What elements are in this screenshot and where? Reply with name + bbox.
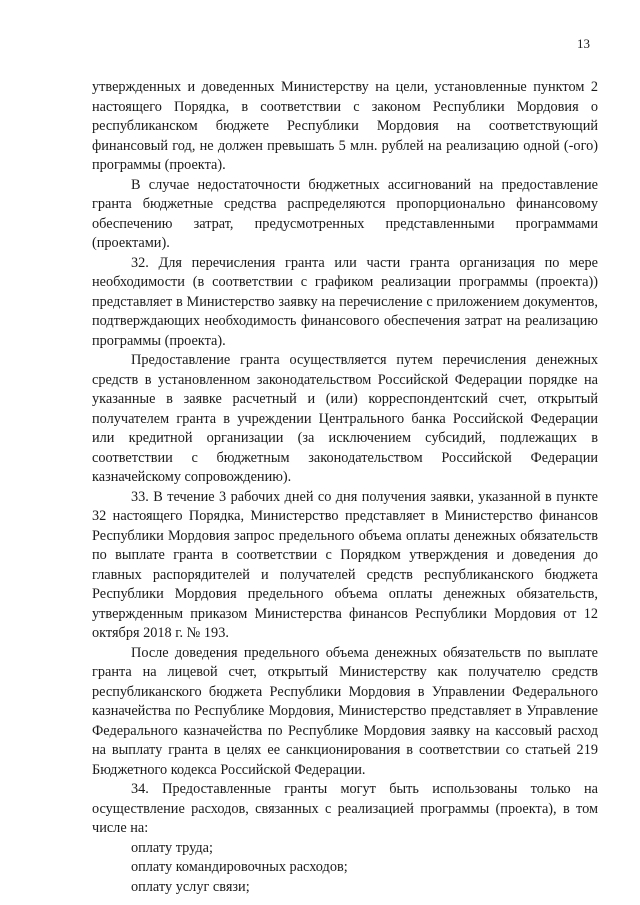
page-number: 13: [577, 36, 590, 51]
paragraph-continuation: утвержденных и доведенных Министерству на цели, установленные пунктом 2 настоящего Порядка, в соответствии с законом Республики Мордовия о республиканском бюджете Республики Мордовия на соответствующий финансовый год, не должен превышать 5 млн. рублей на реализацию одной (-ого) программы (проекта).: [92, 79, 598, 173]
paragraph-clause-34: 34. Предоставленные гранты могут быть использованы только на осуществление расходов, связанных с реализацией программы (проекта), в том числе на:: [92, 781, 598, 836]
paragraph-limit-delivery: После доведения предельного объема денежных обязательств по выплате гранта на лицевой счет, открытый Министерству как получателю средств республиканского бюджета Республики Мордовия в Управлении Федерального казначейства по Республике Мордовия, Министерство представляет в Управление Федерального казначейства по Республике Мордовия заявку на кассовый расход на выплату гранта в целях ее санкционирования в соответствии со статьей 219 Бюджетного кодекса Российской Федерации.: [92, 644, 598, 778]
paragraph-clause-32: 32. Для перечисления гранта или части гранта организация по мере необходимости (в соответствии с графиком реализации программы (проекта)) представляет в Министерство заявку на перечисление с приложением документов, подтверждающих необходимость финансового обеспечения затрат на реализацию программы (проекта).: [92, 254, 598, 349]
paragraph-insufficient-funds: В случае недостаточности бюджетных ассигнований на предоставление гранта бюджетные средства распределяются пропорционально финансовому обеспечению затрат, предусмотренных представленными программами (проектами).: [92, 176, 598, 251]
document-body: [92, 78, 598, 897]
list-item: оплату труда;: [131, 839, 213, 856]
list-item: оплату услуг связи;: [131, 878, 250, 895]
paragraph-clause-33: 33. В течение 3 рабочих дней со дня получения заявки, указанной в пункте 32 настоящего Порядка, Министерство представляет в Министерство финансов Республики Мордовия запрос предельного объема оплаты денежных обязательств по выплате гранта в соответствии с Порядком утверждения и доведения до главных распорядителей и получателей средств республиканского бюджета Республики Мордовия предельного объема оплаты денежных обязательств, утвержденным приказом Министерства финансов Республики Мордовия от 12 октября 2018 г. № 193.: [92, 488, 598, 641]
paragraph-grant-transfer: Предоставление гранта осуществляется путем перечисления денежных средств в установленном законодательством Российской Федерации порядке на указанные в заявке расчетный и (или) корреспондентский счет, открытый получателем гранта в учреждении Центрального банка Российской Федерации или кредитной организации (за исключением субсидий, подлежащих в соответствии с бюджетным законодательством Российской Федерации казначейскому сопровождению).: [92, 352, 598, 485]
list-item: оплату командировочных расходов;: [131, 859, 348, 875]
